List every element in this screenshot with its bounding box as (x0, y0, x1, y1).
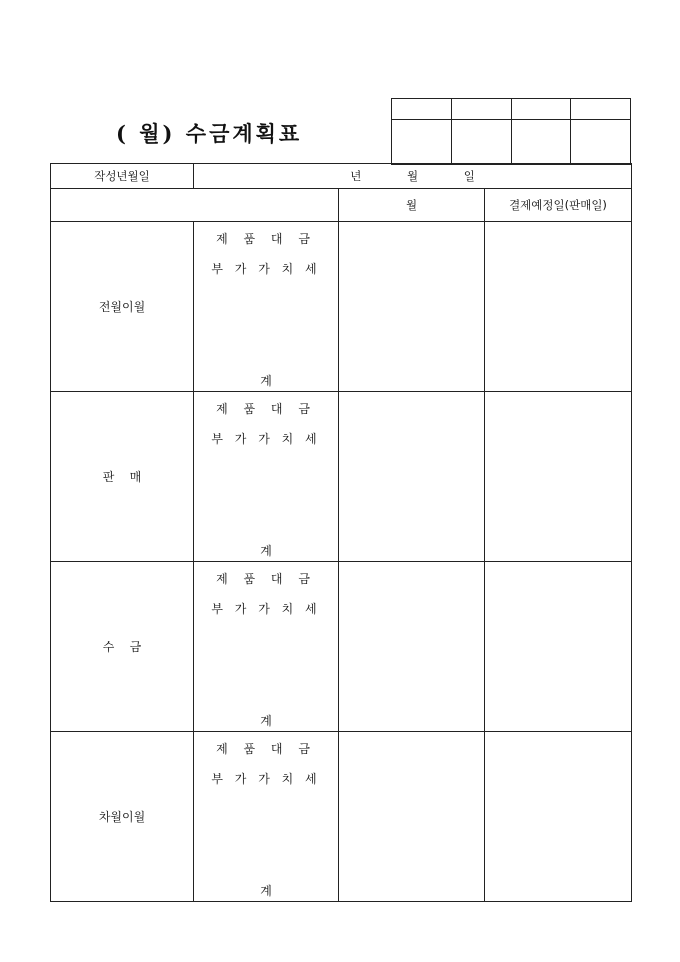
approval-sign-cell[interactable] (571, 120, 631, 165)
total-label: 계 (260, 374, 272, 388)
item-labels (194, 732, 339, 902)
month-label: 월 (406, 169, 419, 183)
approval-header-cell (451, 99, 511, 120)
approval-sign-cell[interactable] (392, 120, 452, 165)
header-blank-cell (51, 189, 339, 222)
payment-due-column-header: 결제예정일(판매일) (485, 189, 632, 222)
approval-header-cell (571, 99, 631, 120)
item-labels (194, 222, 339, 392)
year-label: 년 (350, 169, 362, 183)
vat-label: 부 가 가 치 세 (211, 262, 321, 276)
month-amount-cell[interactable] (339, 222, 485, 392)
total-label: 계 (260, 544, 272, 558)
product-amount-label: 제 품 대 금 (216, 572, 316, 586)
collection-plan-table (50, 163, 632, 902)
approval-sign-cell[interactable] (511, 120, 571, 165)
month-column-header: 월 (339, 189, 485, 222)
payment-due-cell[interactable] (485, 732, 632, 902)
section-label: 판 매 (51, 392, 194, 562)
total-label: 계 (260, 714, 272, 728)
vat-label: 부 가 가 치 세 (211, 432, 321, 446)
product-amount-label: 제 품 대 금 (216, 232, 316, 246)
month-amount-cell[interactable] (339, 562, 485, 732)
approval-stamp-grid (391, 98, 631, 165)
month-amount-cell[interactable] (339, 392, 485, 562)
payment-due-cell[interactable] (485, 562, 632, 732)
created-date-field[interactable] (194, 164, 632, 189)
form-title: ( 월) 수금계획표 (116, 121, 303, 146)
payment-due-cell[interactable] (485, 222, 632, 392)
payment-due-cell[interactable] (485, 392, 632, 562)
item-labels (194, 392, 339, 562)
approval-header-cell (511, 99, 571, 120)
approval-sign-cell[interactable] (451, 120, 511, 165)
approval-header-cell (392, 99, 452, 120)
section-label: 수 금 (51, 562, 194, 732)
product-amount-label: 제 품 대 금 (216, 742, 316, 756)
product-amount-label: 제 품 대 금 (216, 402, 316, 416)
month-amount-cell[interactable] (339, 732, 485, 902)
total-label: 계 (260, 884, 272, 898)
created-date-label: 작성년월일 (51, 164, 194, 189)
vat-label: 부 가 가 치 세 (211, 602, 321, 616)
item-labels (194, 562, 339, 732)
vat-label: 부 가 가 치 세 (211, 772, 321, 786)
section-label: 차월이월 (51, 732, 194, 902)
section-label: 전월이월 (51, 222, 194, 392)
day-label: 일 (463, 169, 475, 183)
